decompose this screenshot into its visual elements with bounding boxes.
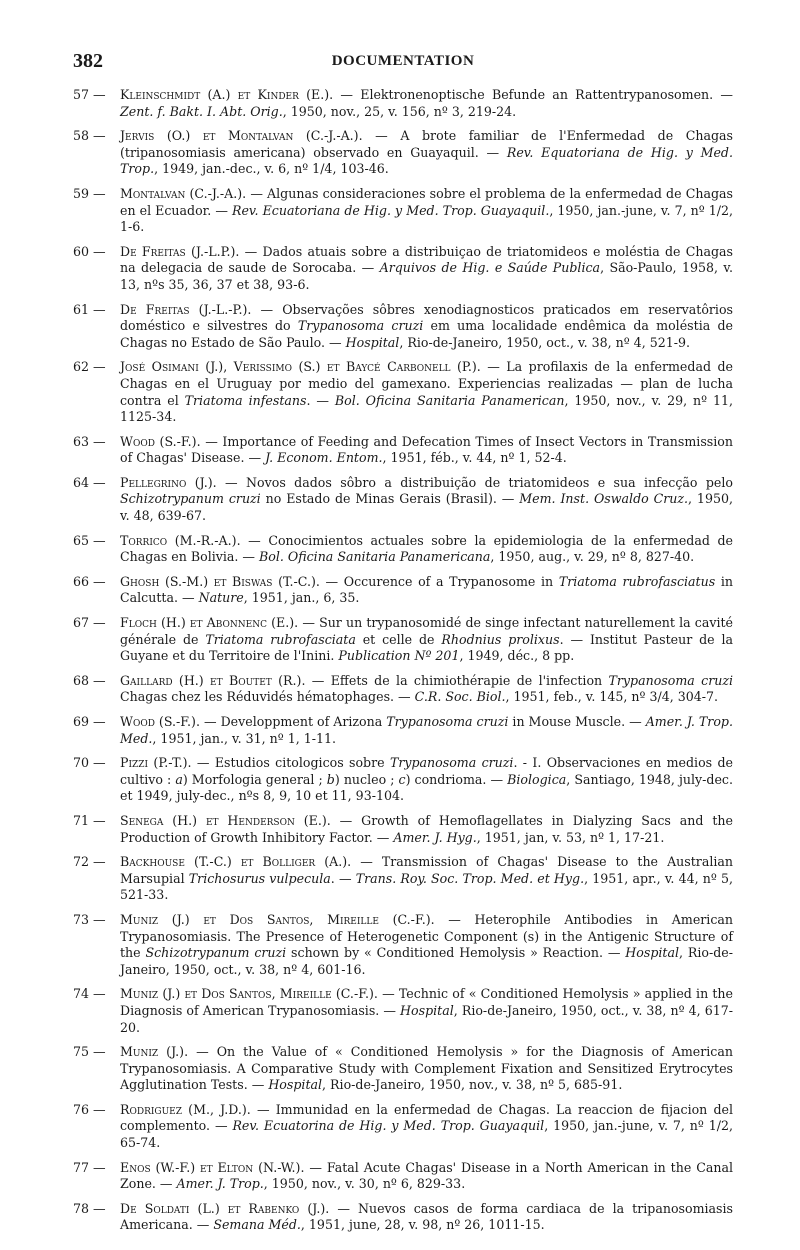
- entry-number: 57 —: [73, 87, 106, 102]
- bibliography-entry: [73, 912, 733, 978]
- entry-text: . —: [330, 870, 356, 886]
- entry-italic-text: Trypanosoma cruzi: [386, 714, 509, 729]
- bibliography-entry: [73, 1201, 733, 1234]
- running-title: DOCUMENTATION: [331, 53, 475, 69]
- entry-text: . — Transmission of Chagas' Disease to the Australian Marsupial: [120, 854, 734, 886]
- entry-text: , Rio-de-Janeiro, 1950, nov., v. 38, nº 5, 685-91.: [322, 1077, 623, 1093]
- entry-text: , 1951, jan., v. 31, nº 1, 1-11.: [152, 730, 337, 746]
- entry-number: 64 —: [73, 474, 106, 490]
- bibliography-entry: [73, 1102, 733, 1152]
- entry-italic-text: Trypanosoma cruzi: [389, 755, 514, 771]
- entry-text: schown by « Conditioned Hemolysis » Reaction. —: [286, 945, 626, 961]
- entry-italic-text: Mem. Inst. Oswaldo Cruz.: [519, 491, 689, 507]
- bibliography-entry: [73, 615, 733, 665]
- entry-text: , 1950, nov., 25, v. 156, nº 3, 219-24.: [282, 103, 517, 119]
- entry-italic-text: Nature: [198, 590, 244, 606]
- bibliography-entry: [73, 128, 733, 178]
- entry-italic-text: Rev. Ecuatoriana de Hig. y Med. Trop. Guayaquil.: [232, 202, 550, 218]
- entry-italic-text: C.R. Soc. Biol.: [414, 689, 506, 705]
- entry-number: 76 —: [73, 1101, 106, 1117]
- entry-italic-text: Trypanosoma cruzi: [608, 672, 733, 688]
- bibliography-entry: [73, 302, 733, 352]
- entry-text: . — La profilaxis de la enfermedad de Chagas en el Uruguay por medio del gamexano. Experiencias realizadas — plan de lucha contra el: [120, 359, 733, 408]
- entry-text: . — Occurence of a Trypanosome in: [315, 573, 559, 589]
- entry-authors: Senega (H.) et Henderson (E.): [120, 812, 327, 828]
- entry-text: et celle de: [355, 631, 442, 647]
- entry-number: 71 —: [73, 812, 106, 828]
- entry-authors: Gaillard (H.) et Boutet (R.): [120, 672, 302, 688]
- entry-italic-text: Trypanosoma cruzi: [297, 318, 424, 334]
- entry-text: Chagas chez les Réduvidés hématophages. —: [120, 689, 415, 705]
- entry-italic-text: Triatoma infestans: [184, 392, 307, 408]
- entry-authors: De Freitas (J.-L.P.): [120, 243, 236, 259]
- entry-italic-text: Triatoma rubrofasciatus: [558, 573, 716, 589]
- entry-authors: Ghosh (S.-M.) et Biswas (T.-C.): [120, 573, 316, 589]
- entry-text: no Estado de Minas Gerais (Brasil). —: [260, 491, 520, 507]
- entry-italic-text: Trichosurus vulpecula: [188, 870, 331, 886]
- entry-italic-text: Schizotrypanum cruzi: [120, 491, 261, 507]
- entry-authors: Jervis (O.) et Montalvan (C.-J.-A.): [120, 128, 359, 144]
- entry-italic-text: Hospital: [268, 1077, 323, 1093]
- entry-italic-text: Trans. Roy. Soc. Trop. Med. et Hyg.: [355, 870, 585, 886]
- entry-italic-text: Triatoma rubrofasciata: [205, 631, 356, 647]
- bibliography-entry: [73, 574, 733, 607]
- entry-text: , 1950, v. 48, 639-67.: [120, 491, 733, 524]
- bibliography-entry: [73, 359, 733, 425]
- entry-italic-text: Amer. J. Trop. Med.: [120, 714, 733, 746]
- entry-authors: Rodriguez (M., J.D.): [120, 1101, 247, 1117]
- entry-text: . — Conocimientos actuales sobre la epidemiologia de la enfermedad de Chagas en Bolivia. —: [120, 532, 733, 565]
- bibliography-entry: [73, 714, 733, 747]
- entry-authors: José Osimani (J.), Verissimo (S.) et Baycé Carbonell (P.): [120, 359, 477, 375]
- entry-text: , 1950, nov., v. 30, nº 6, 829-33.: [263, 1176, 466, 1192]
- entry-text: , 1950, nov., v. 29, nº 11, 1125-34.: [120, 392, 734, 425]
- entry-text: , 1949, jan.-dec., v. 6, nº 1/4, 103-46.: [154, 161, 389, 177]
- entry-italic-text: Schizotrypanum cruzi: [145, 945, 287, 961]
- entry-authors: Muniz (J.): [120, 1044, 185, 1060]
- entry-authors: Muniz (J.) et Dos Santos, Mireille (C.-F.): [120, 986, 374, 1002]
- entry-text: . — Institut Pasteur de la Guyane et du Territoire de l'Inini.: [120, 631, 733, 664]
- bibliography-entry: [73, 813, 733, 846]
- entry-text: . — A brote familiar de l'Enfermedad de Chagas (tripanosomiasis americana) observado en Guayaquil. —: [120, 128, 734, 160]
- entry-text: , 1951, june, 28, v. 98, nº 26, 1011-15.: [300, 1217, 545, 1233]
- entry-italic-text: Rhodnius prolixus: [441, 631, 560, 647]
- page-header: [73, 50, 733, 74]
- bibliography-entry: [73, 1160, 733, 1193]
- page-number: 382: [73, 50, 103, 72]
- entry-number: 67 —: [73, 615, 106, 631]
- entry-authors: Wood (S.-F.): [120, 433, 197, 449]
- entry-text: in Mouse Muscle. —: [508, 714, 646, 729]
- entry-text: . — Estudios citologicos sobre: [187, 755, 390, 771]
- entry-text: , Rio-de-Janeiro, 1950, oct., v. 38, nº 4, 601-16.: [120, 945, 733, 977]
- entry-text: , 1949, déc., 8 pp.: [459, 648, 575, 664]
- entry-text: . — Nuevos casos de forma cardiaca de la tripanosomiasis Americana. —: [120, 1200, 734, 1233]
- entry-number: 65 —: [73, 532, 106, 548]
- entry-authors: Torrico (M.-R.-A.): [120, 532, 237, 548]
- bibliography-entry: [73, 755, 733, 805]
- bibliography-entry: [73, 244, 733, 294]
- bibliography-entry: [73, 986, 733, 1036]
- entry-number: 66 —: [73, 573, 106, 589]
- bibliography-entry: [73, 854, 733, 904]
- bibliography-entry: [73, 673, 733, 706]
- entry-authors: Pizzi (P.-T.): [120, 755, 188, 771]
- entry-italic-text: Zent. f. Bakt. I. Abt. Orig.: [120, 103, 283, 119]
- entry-text: . — Growth of Hemoflagellates in Dialyzing Sacs and the Production of Growth Inhibitory Factor. —: [120, 812, 733, 845]
- entry-text: , 1950, jan.-june, v. 7, nº 1/2, 1-6.: [120, 202, 733, 235]
- entry-text: . — Sur un trypanosomidé de singe infectant naturellement la cavité générale de: [120, 615, 733, 647]
- entry-italic-text: Hospital: [400, 1002, 454, 1018]
- entry-text: , São-Paulo, 1958, v. 13, nºs 35, 36, 37 et 38, 93-6.: [120, 260, 733, 292]
- bibliography-entry: [73, 475, 733, 525]
- entry-number: 69 —: [73, 714, 106, 729]
- entry-number: 70 —: [73, 755, 106, 771]
- entry-number: 75 —: [73, 1044, 106, 1060]
- entry-italic-text: c: [398, 771, 406, 787]
- entry-italic-text: Amer. J. Trop.: [176, 1176, 264, 1192]
- entry-text: . — Elektronenoptische Befunde an Rattentrypanosomen. —: [329, 87, 733, 102]
- entry-authors: Montalvan (C.-J.-A.): [120, 185, 243, 201]
- entry-text: , 1951, jan., 6, 35.: [243, 590, 360, 606]
- entry-italic-text: Bol. Oficina Sanitaria Panamerican: [334, 392, 565, 408]
- bibliography-entry: [73, 87, 733, 120]
- bibliography-entry: [73, 186, 733, 236]
- entry-text: , 1950, jan.-june, v. 7, nº 1/2, 65-74.: [120, 1118, 733, 1151]
- entry-italic-text: Bol. Oficina Sanitaria Panamericana: [259, 549, 491, 565]
- entry-text: ) nucleo ;: [334, 771, 399, 787]
- entry-italic-text: Hospital: [625, 945, 680, 961]
- bibliography-entry: [73, 1044, 733, 1094]
- entry-italic-text: Arquivos de Hig. e Saúde Publica: [379, 260, 601, 276]
- entry-number: 68 —: [73, 672, 106, 688]
- entry-text: ) Morfologia general ;: [182, 771, 327, 787]
- entry-authors: Pellegrino (J.): [120, 474, 213, 490]
- entry-authors: Backhouse (T.-C.) et Bolliger (A.): [120, 854, 348, 870]
- entry-authors: Muniz (J.) et Dos Santos, Mireille (C.-F.): [120, 911, 431, 927]
- entry-italic-text: b: [326, 771, 335, 787]
- entry-number: 77 —: [73, 1159, 106, 1175]
- entry-number: 60 —: [73, 243, 106, 259]
- entry-text: . — Novos dados sôbro a distribuição de triatomideos e sua infecção pelo: [212, 474, 733, 490]
- entry-text: ) condrioma. —: [405, 771, 508, 787]
- entry-italic-text: Biologica: [507, 771, 567, 787]
- entry-number: 63 —: [73, 433, 106, 449]
- entry-text: . — Algunas consideraciones sobre el problema de la enfermedad de Chagas en el Ecuador. —: [120, 185, 733, 218]
- entry-italic-text: Rev. Ecuatorina de Hig. y Med. Trop. Guayaquil: [232, 1118, 545, 1134]
- entry-text: em uma localidade endêmica da moléstia de Chagas no Estado de São Paulo. —: [120, 318, 733, 350]
- entry-text: , 1951, jan, v. 53, nº 1, 17-21.: [476, 829, 665, 845]
- entry-authors: De Soldati (L.) et Rabenko (J.): [120, 1200, 326, 1216]
- entry-text: . — Importance of Feeding and Defecation Times of Insect Vectors in Transmission of Chagas' Disease. —: [120, 433, 733, 466]
- entry-authors: Enos (W.-F.) et Elton (N.-W.): [120, 1159, 301, 1175]
- bibliography-entry: [73, 533, 733, 566]
- entry-text: . — Effets de la chimiothérapie de l'infection: [301, 672, 609, 688]
- entry-text: . - I. Observaciones en medios de cultivo :: [120, 755, 733, 787]
- entry-text: , Rio-de-Janeiro, 1950, oct., v. 38, nº 4, 521-9.: [399, 334, 691, 350]
- entry-text: . — Fatal Acute Chagas' Disease in a North American in the Canal Zone. —: [120, 1159, 733, 1192]
- entry-number: 59 —: [73, 185, 106, 201]
- entry-number: 78 —: [73, 1200, 106, 1216]
- entry-authors: Floch (H.) et Abonnenc (E.): [120, 615, 295, 631]
- entry-text: . — Heterophile Antibodies in American Trypanosomiasis. The Presence of Heterogenetic Component (s) in the Antigenic Structure of the: [120, 911, 733, 961]
- entry-italic-text: Amer. J. Hyg.: [393, 829, 477, 845]
- entry-text: , Santiago, 1948, july-dec. et 1949, july-dec., nºs 8, 9, 10 et 11, 93-104.: [120, 771, 733, 804]
- entry-text: in Calcutta. —: [120, 573, 733, 606]
- entry-italic-text: a: [175, 771, 183, 787]
- entry-authors: Kleinschmidt (A.) et Kinder (E.): [120, 87, 330, 102]
- entry-authors: Wood (S.-F.): [120, 714, 196, 729]
- entry-text: . — Immunidad en la enfermedad de Chagas. La reaccion de fijacion del complemento. —: [120, 1101, 733, 1134]
- entry-number: 58 —: [73, 128, 106, 144]
- entry-text: . — Observações sôbres xenodiagnosticos praticados em reservatôrios doméstico e silvestres do: [120, 301, 733, 334]
- entry-text: , 1951, féb., v. 44, nº 1, 52-4.: [382, 450, 567, 466]
- entry-text: , 1951, feb., v. 145, nº 3/4, 304-7.: [505, 689, 719, 705]
- entry-number: 72 —: [73, 854, 106, 870]
- entry-number: 61 —: [73, 301, 106, 317]
- entry-text: , Rio-de-Janeiro, 1950, oct., v. 38, nº 4, 617-20.: [120, 1002, 733, 1035]
- entry-text: . — Developpment of Arizona: [195, 714, 387, 729]
- entry-italic-text: Rev. Equatoriana de Hig. y Med. Trop.: [120, 144, 733, 177]
- entry-authors: De Freitas (J.-L.-P.): [120, 301, 248, 317]
- entry-text: . — Dados atuais sobre a distribuiçao de triatomideos e moléstia de Chagas na delegacia de saude de Sorocaba. —: [120, 243, 734, 276]
- bibliography-entry: [73, 434, 733, 467]
- entry-text: . — On the Value of « Conditioned Hemolysis » for the Diagnosis of American Trypanosomiasis. A Comparative Study with Complement Fixation and Sensitized Erytrocytes Agglutination Tests. —: [120, 1044, 733, 1093]
- entry-italic-text: J. Econom. Entom.: [265, 450, 383, 466]
- entry-number: 62 —: [73, 359, 106, 375]
- entry-italic-text: Hospital: [345, 334, 400, 350]
- entry-italic-text: Publication Nº 201: [338, 648, 460, 664]
- entry-number: 73 —: [73, 911, 106, 927]
- entry-italic-text: Semana Méd.: [213, 1217, 301, 1233]
- entry-text: , 1950, aug., v. 29, nº 8, 827-40.: [490, 549, 695, 565]
- entry-text: , 1951, apr., v. 44, nº 5, 521-33.: [120, 870, 733, 903]
- bibliography-list: [73, 87, 733, 1242]
- entry-text: . — Technic of « Conditioned Hemolysis » applied in the Diagnosis of American Trypanosomiasis. —: [120, 986, 733, 1018]
- entry-text: . —: [306, 392, 335, 408]
- entry-number: 74 —: [73, 986, 106, 1002]
